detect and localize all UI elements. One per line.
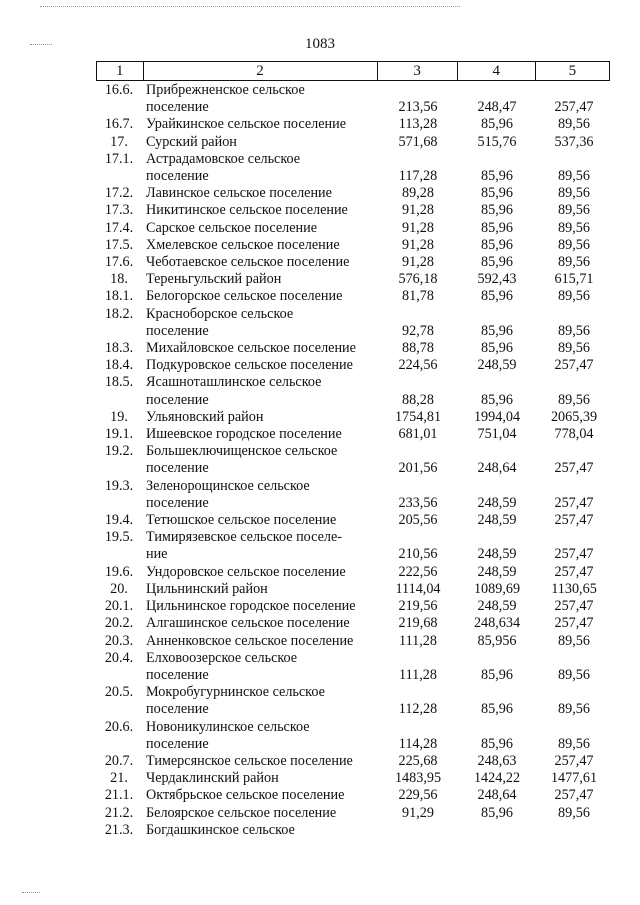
table-row xyxy=(96,116,616,133)
row-value-5: 89,56 xyxy=(558,236,590,253)
row-name: Тимерсянское сельское поселение xyxy=(146,752,353,769)
row-value-4: 85,96 xyxy=(481,202,513,219)
row-name: Тимирязевское сельское поселе- xyxy=(146,529,342,546)
row-value-4: 248,47 xyxy=(477,99,517,116)
column-header-4: 4 xyxy=(457,62,535,81)
row-name: Ульяновский район xyxy=(146,408,264,425)
row-number: 17.3. xyxy=(104,202,134,219)
row-value-4: 85,96 xyxy=(481,701,513,718)
row-number xyxy=(96,701,142,718)
row-value-4: 248,64 xyxy=(477,460,517,477)
row-value-5: 257,47 xyxy=(554,787,594,804)
row-number: 20.1. xyxy=(104,598,134,615)
row-value-5 xyxy=(536,478,612,495)
row-number: 16.6. xyxy=(104,82,134,98)
row-number: 18.3. xyxy=(104,340,134,357)
row-value-4 xyxy=(458,151,536,168)
row-value-3: 201,56 xyxy=(398,460,438,477)
row-value-3: 111,28 xyxy=(399,632,437,649)
table-row xyxy=(96,512,616,529)
row-name: поселение xyxy=(146,494,209,511)
row-value-4: 248,59 xyxy=(477,546,517,563)
row-value-4: 592,43 xyxy=(477,271,517,288)
row-value-3 xyxy=(378,374,458,391)
row-name: Белогорское сельское поселение xyxy=(146,288,343,305)
row-name: Цильнинское городское поселение xyxy=(146,598,356,615)
row-value-5: 89,56 xyxy=(558,168,590,185)
row-value-3: 219,68 xyxy=(398,615,438,632)
row-number xyxy=(96,168,142,185)
row-value-3 xyxy=(378,82,458,99)
table-row xyxy=(96,357,616,374)
row-value-4: 85,96 xyxy=(481,116,513,133)
row-value-3 xyxy=(378,529,458,546)
row-value-5: 257,47 xyxy=(554,546,594,563)
row-value-4 xyxy=(458,684,536,701)
table-body xyxy=(96,82,616,839)
row-value-5: 257,47 xyxy=(554,460,594,477)
row-number: 20.7. xyxy=(104,752,134,769)
row-value-5: 89,56 xyxy=(558,202,590,219)
row-number: 18. xyxy=(110,271,128,288)
row-value-5: 89,56 xyxy=(558,735,590,752)
table-row xyxy=(96,392,616,409)
row-number: 19.3. xyxy=(104,477,134,494)
row-number: 19.6. xyxy=(104,563,134,580)
row-value-3: 91,28 xyxy=(402,219,434,236)
row-value-4: 85,96 xyxy=(481,322,513,339)
column-header-row xyxy=(97,62,610,81)
row-name: Чердаклинский район xyxy=(146,770,279,787)
table-row xyxy=(96,168,616,185)
column-header-1: 1 xyxy=(97,62,144,81)
row-value-3 xyxy=(378,822,458,839)
row-value-4 xyxy=(458,443,536,460)
row-value-4: 248,64 xyxy=(477,787,517,804)
table-row xyxy=(96,615,616,632)
row-value-3: 233,56 xyxy=(398,494,438,511)
row-value-4: 248,59 xyxy=(477,512,517,529)
row-value-5: 89,56 xyxy=(558,340,590,357)
table-row xyxy=(96,409,616,426)
row-name: Тереньгульский район xyxy=(146,271,282,288)
row-number: 17.2. xyxy=(104,185,134,202)
row-value-3 xyxy=(378,478,458,495)
row-value-3: 117,28 xyxy=(398,168,438,185)
row-value-3: 114,28 xyxy=(398,735,438,752)
table-row xyxy=(96,581,616,598)
row-number: 16.7. xyxy=(104,116,134,133)
row-value-3: 210,56 xyxy=(398,546,438,563)
row-value-3: 91,28 xyxy=(402,254,434,271)
row-value-3 xyxy=(378,306,458,323)
row-name: Цильнинский район xyxy=(146,580,268,597)
row-value-5: 89,56 xyxy=(558,666,590,683)
row-name: поселение xyxy=(146,322,209,339)
row-number xyxy=(96,667,142,684)
row-number: 21.2. xyxy=(104,804,134,821)
table-row xyxy=(96,323,616,340)
row-number: 21. xyxy=(110,770,128,787)
table-row xyxy=(96,202,616,219)
row-value-4: 248,63 xyxy=(477,752,517,769)
row-number: 17.4. xyxy=(104,219,134,236)
row-name: поселение xyxy=(146,460,209,477)
row-name: Елховоозерское сельское xyxy=(146,649,298,666)
row-value-3: 1483,95 xyxy=(394,770,442,787)
row-value-3: 229,56 xyxy=(398,787,438,804)
row-name: Богдашкинское сельское xyxy=(146,821,295,838)
table-row xyxy=(96,650,616,667)
table-row xyxy=(96,633,616,650)
row-value-5: 1130,65 xyxy=(551,580,597,597)
row-name: Сурский район xyxy=(146,133,237,150)
row-value-4: 85,96 xyxy=(481,236,513,253)
table-row xyxy=(96,770,616,787)
row-value-5: 537,36 xyxy=(554,133,594,150)
row-name: Красноборское сельское xyxy=(146,305,294,322)
table-row xyxy=(96,736,616,753)
row-value-3: 571,68 xyxy=(398,133,438,150)
table-row xyxy=(96,667,616,684)
page-number: 1083 xyxy=(305,36,335,52)
row-value-5: 257,47 xyxy=(554,357,594,374)
row-value-4: 85,96 xyxy=(481,391,513,408)
row-value-4: 248,59 xyxy=(477,494,517,511)
scan-artifact-top xyxy=(40,6,460,7)
row-name: Михайловское сельское поселение xyxy=(146,340,356,357)
row-value-4 xyxy=(458,529,536,546)
row-value-3 xyxy=(378,684,458,701)
row-name: Алгашинское сельское поселение xyxy=(146,615,350,632)
row-value-3: 88,28 xyxy=(402,391,434,408)
row-number: 17.5. xyxy=(104,236,134,253)
row-value-4 xyxy=(458,719,536,736)
row-value-4: 85,96 xyxy=(481,254,513,271)
row-name: Октябрьское сельское поселение xyxy=(146,787,345,804)
row-number: 17.6. xyxy=(104,254,134,271)
row-value-5 xyxy=(536,650,612,667)
row-number: 17.1. xyxy=(104,150,134,167)
row-value-4: 1424,22 xyxy=(473,770,521,787)
table-row xyxy=(96,151,616,168)
row-value-4: 85,96 xyxy=(481,735,513,752)
row-value-3: 224,56 xyxy=(398,357,438,374)
row-value-5: 257,47 xyxy=(554,598,594,615)
row-number: 19.4. xyxy=(104,512,134,529)
row-value-3: 112,28 xyxy=(398,701,438,718)
row-name: Урайкинское сельское поселение xyxy=(146,116,347,133)
row-number: 19.5. xyxy=(104,529,134,546)
table-row xyxy=(96,254,616,271)
row-value-3: 113,28 xyxy=(398,116,438,133)
table-row xyxy=(96,237,616,254)
table-row xyxy=(96,185,616,202)
row-number: 20.4. xyxy=(104,649,134,666)
row-name: поселение xyxy=(146,168,209,185)
column-header-3: 3 xyxy=(377,62,457,81)
row-number: 17. xyxy=(110,133,128,150)
row-value-3: 91,28 xyxy=(402,202,434,219)
table-row xyxy=(96,99,616,116)
table-row xyxy=(96,564,616,581)
row-number: 20.5. xyxy=(104,684,134,701)
table-row xyxy=(96,753,616,770)
row-value-5: 89,56 xyxy=(558,391,590,408)
row-value-5: 89,56 xyxy=(558,116,590,133)
table-row xyxy=(96,460,616,477)
row-name: Мокробугурнинское сельское xyxy=(146,684,325,701)
row-value-3: 89,28 xyxy=(402,185,434,202)
row-value-3: 111,28 xyxy=(399,666,437,683)
row-value-3: 88,78 xyxy=(402,340,434,357)
row-value-5: 257,47 xyxy=(554,494,594,511)
row-value-5 xyxy=(536,529,612,546)
table-row xyxy=(96,82,616,99)
row-value-5: 257,47 xyxy=(554,563,594,580)
row-number: 20.6. xyxy=(104,718,134,735)
row-value-4: 248,59 xyxy=(477,357,517,374)
row-number xyxy=(96,323,142,340)
table-row xyxy=(96,805,616,822)
row-name: Подкуровское сельское поселение xyxy=(146,357,353,374)
table-row xyxy=(96,478,616,495)
row-value-4 xyxy=(458,374,536,391)
row-name: Ишеевское городское поселение xyxy=(146,426,342,443)
row-name: ние xyxy=(146,546,168,563)
row-name: Чеботаевское сельское поселение xyxy=(146,254,350,271)
row-value-5: 89,56 xyxy=(558,219,590,236)
row-number: 18.2. xyxy=(104,305,134,322)
row-name: поселение xyxy=(146,391,209,408)
row-name: Новоникулинское сельское xyxy=(146,718,310,735)
row-value-3: 91,28 xyxy=(402,236,434,253)
row-number xyxy=(96,460,142,477)
row-value-3: 681,01 xyxy=(398,426,438,443)
row-value-5: 89,56 xyxy=(558,632,590,649)
column-header-table xyxy=(96,61,610,81)
table-row xyxy=(96,719,616,736)
row-value-4: 248,634 xyxy=(473,615,521,632)
column-header-5: 5 xyxy=(535,62,609,81)
row-value-5: 778,04 xyxy=(554,426,594,443)
table-row xyxy=(96,340,616,357)
table-row xyxy=(96,134,616,151)
row-value-5: 89,56 xyxy=(558,254,590,271)
row-value-4: 248,59 xyxy=(477,563,517,580)
table-row xyxy=(96,529,616,546)
row-name: поселение xyxy=(146,99,209,116)
row-number: 21.1. xyxy=(104,787,134,804)
row-value-4: 85,96 xyxy=(481,666,513,683)
row-value-5 xyxy=(536,82,612,99)
row-number: 19. xyxy=(110,408,128,425)
row-value-3: 213,56 xyxy=(398,99,438,116)
row-value-5: 89,56 xyxy=(558,185,590,202)
table-row xyxy=(96,443,616,460)
row-value-3 xyxy=(378,719,458,736)
row-value-3: 1114,04 xyxy=(395,580,441,597)
row-value-4: 85,956 xyxy=(477,632,517,649)
row-name: Лавинское сельское поселение xyxy=(146,185,332,202)
row-name: Никитинское сельское поселение xyxy=(146,202,348,219)
row-value-4: 85,96 xyxy=(481,288,513,305)
row-name: Прибрежненское сельское xyxy=(146,82,305,98)
row-value-3: 92,78 xyxy=(402,322,434,339)
scan-artifact-bottom xyxy=(22,892,40,893)
row-number xyxy=(96,736,142,753)
table-row xyxy=(96,271,616,288)
row-value-4 xyxy=(458,82,536,99)
row-value-4: 1994,04 xyxy=(473,408,521,425)
row-number: 19.1. xyxy=(104,426,134,443)
row-value-4: 515,76 xyxy=(477,133,517,150)
row-number xyxy=(96,99,142,116)
row-value-4: 85,96 xyxy=(481,168,513,185)
table-row xyxy=(96,426,616,443)
row-value-3: 222,56 xyxy=(398,563,438,580)
row-name: поселение xyxy=(146,701,209,718)
row-value-5: 89,56 xyxy=(558,701,590,718)
row-name: Астрадамовское сельское xyxy=(146,150,301,167)
row-name: Белоярское сельское поселение xyxy=(146,804,337,821)
row-value-4 xyxy=(458,822,536,839)
row-value-4: 85,96 xyxy=(481,185,513,202)
table-row xyxy=(96,822,616,839)
table-row xyxy=(96,701,616,718)
row-value-5: 257,47 xyxy=(554,615,594,632)
row-value-5 xyxy=(536,684,612,701)
row-name: поселение xyxy=(146,735,209,752)
row-number: 20. xyxy=(110,580,128,597)
row-value-4 xyxy=(458,650,536,667)
table-row xyxy=(96,374,616,391)
row-value-4: 1089,69 xyxy=(473,580,521,597)
row-value-5: 257,47 xyxy=(554,512,594,529)
row-value-3 xyxy=(378,443,458,460)
row-number: 18.1. xyxy=(104,288,134,305)
row-name: Зеленорощинское сельское xyxy=(146,477,310,494)
row-number: 20.3. xyxy=(104,632,134,649)
table-row xyxy=(96,306,616,323)
row-value-5 xyxy=(536,822,612,839)
row-value-5: 89,56 xyxy=(558,804,590,821)
row-value-4 xyxy=(458,478,536,495)
table-row xyxy=(96,220,616,237)
column-header-2: 2 xyxy=(143,62,377,81)
row-number: 19.2. xyxy=(104,443,134,460)
row-value-4: 751,04 xyxy=(477,426,517,443)
row-value-3: 225,68 xyxy=(398,752,438,769)
table-row xyxy=(96,546,616,563)
row-number xyxy=(96,495,142,512)
row-value-5 xyxy=(536,151,612,168)
row-name: Тетюшское сельское поселение xyxy=(146,512,337,529)
row-value-5: 257,47 xyxy=(554,99,594,116)
row-value-5: 615,71 xyxy=(554,271,594,288)
table-row xyxy=(96,495,616,512)
row-value-5 xyxy=(536,306,612,323)
row-value-3: 576,18 xyxy=(398,271,438,288)
row-name: поселение xyxy=(146,666,209,683)
row-value-4: 85,96 xyxy=(481,340,513,357)
row-value-3: 219,56 xyxy=(398,598,438,615)
row-value-5 xyxy=(536,374,612,391)
row-value-5 xyxy=(536,719,612,736)
table-row xyxy=(96,288,616,305)
row-value-3 xyxy=(378,151,458,168)
row-name: Хмелевское сельское поселение xyxy=(146,236,340,253)
row-value-3 xyxy=(378,650,458,667)
row-value-5: 257,47 xyxy=(554,752,594,769)
row-value-4: 248,59 xyxy=(477,598,517,615)
row-value-4: 85,96 xyxy=(481,219,513,236)
row-name: Ясашноташлинское сельское xyxy=(146,374,322,391)
row-value-5: 1477,61 xyxy=(550,770,598,787)
row-number xyxy=(96,546,142,563)
row-name: Сарское сельское поселение xyxy=(146,219,317,236)
row-name: Большеключищенское сельское xyxy=(146,443,338,460)
table-row xyxy=(96,684,616,701)
row-value-3: 81,78 xyxy=(402,288,434,305)
table-row xyxy=(96,787,616,804)
row-number: 18.5. xyxy=(104,374,134,391)
row-name: Анненковское сельское поселение xyxy=(146,632,354,649)
row-number: 18.4. xyxy=(104,357,134,374)
row-name: Ундоровское сельское поселение xyxy=(146,563,346,580)
row-value-3: 1754,81 xyxy=(394,408,442,425)
row-value-3: 205,56 xyxy=(398,512,438,529)
row-number: 20.2. xyxy=(104,615,134,632)
row-value-4 xyxy=(458,306,536,323)
row-number xyxy=(96,392,142,409)
row-number: 21.3. xyxy=(104,821,134,838)
row-value-5 xyxy=(536,443,612,460)
row-value-4: 85,96 xyxy=(481,804,513,821)
row-value-5: 89,56 xyxy=(558,288,590,305)
row-value-5: 2065,39 xyxy=(550,408,598,425)
row-value-3: 91,29 xyxy=(402,804,434,821)
row-value-5: 89,56 xyxy=(558,322,590,339)
table-row xyxy=(96,598,616,615)
